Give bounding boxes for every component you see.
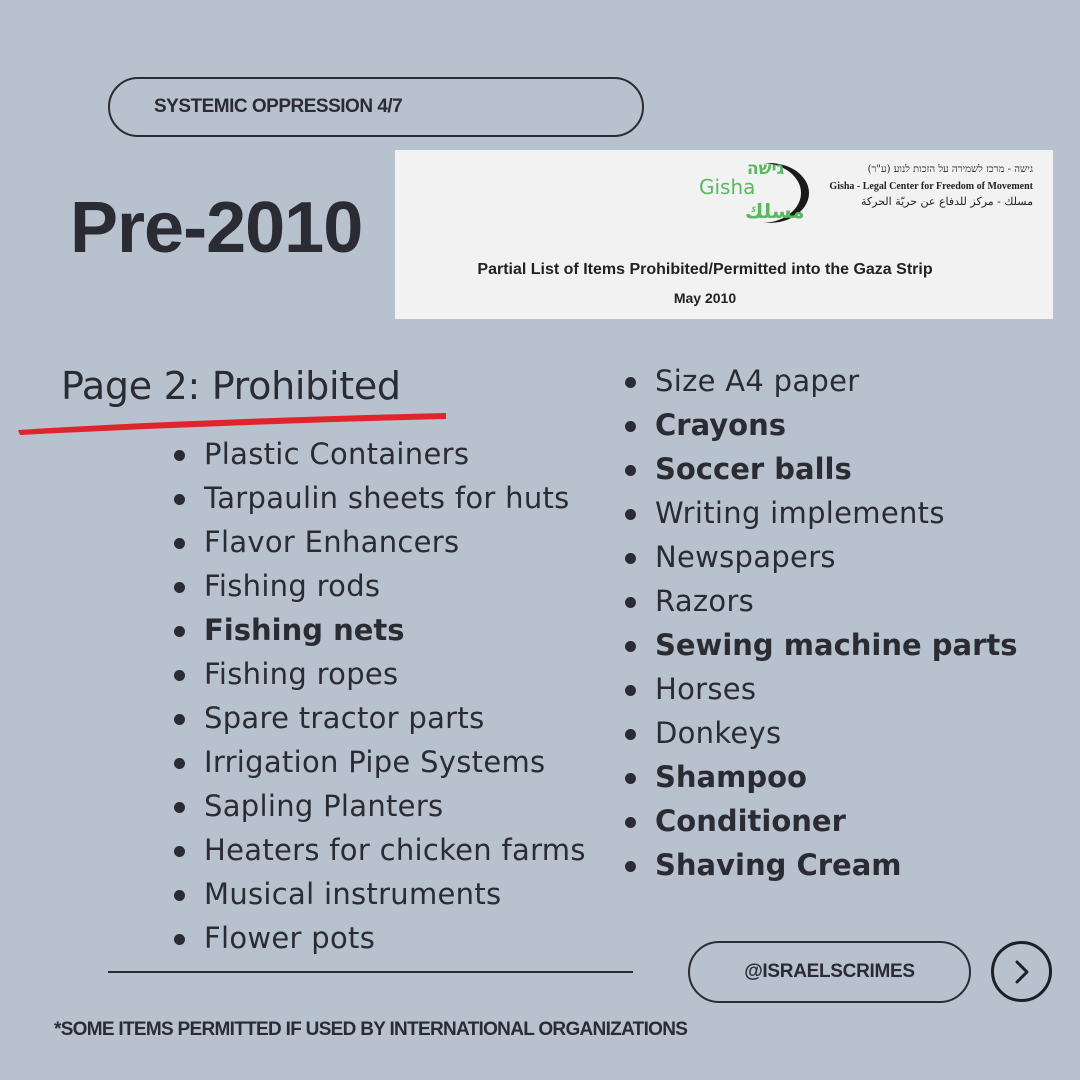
- list-item: Conditioner: [655, 799, 1018, 843]
- org-name-english: Gisha - Legal Center for Freedom of Movement: [829, 181, 1033, 192]
- chevron-right-icon: [1011, 959, 1033, 985]
- headline: Pre-2010: [70, 188, 363, 268]
- list-item: Fishing rods: [204, 564, 586, 608]
- list-item: Sewing machine parts: [655, 623, 1018, 667]
- next-button[interactable]: [991, 941, 1052, 1002]
- series-label: SYSTEMIC OPPRESSION 4/7: [154, 96, 403, 117]
- list-item: Musical instruments: [204, 872, 586, 916]
- logo-arabic: مسلك: [745, 199, 805, 223]
- prohibited-list-right: [655, 359, 1018, 887]
- list-item: Razors: [655, 579, 1018, 623]
- handle-button[interactable]: [688, 941, 971, 1003]
- section-heading: Page 2: Prohibited: [61, 364, 401, 408]
- logo-latin: Gisha: [699, 175, 756, 199]
- list-item: Writing implements: [655, 491, 1018, 535]
- list-item: Horses: [655, 667, 1018, 711]
- list-item: Sapling Planters: [204, 784, 586, 828]
- list-item: Tarpaulin sheets for huts: [204, 476, 586, 520]
- list-item: Newspapers: [655, 535, 1018, 579]
- list-item: Fishing ropes: [204, 652, 586, 696]
- document-title: Partial List of Items Prohibited/Permitted into the Gaza Strip: [477, 261, 933, 278]
- list-item: Crayons: [655, 403, 1018, 447]
- list-item: Irrigation Pipe Systems: [204, 740, 586, 784]
- logo-hebrew: גישה: [747, 159, 785, 179]
- list-item: Flower pots: [204, 916, 586, 960]
- list-item: Donkeys: [655, 711, 1018, 755]
- footnote: *SOME ITEMS PERMITTED IF USED BY INTERNATIONAL ORGANIZATIONS: [54, 1019, 688, 1040]
- org-name-arabic: مسلك - مركز للدفاع عن حريّة الحركة: [861, 195, 1033, 208]
- handle-label: @ISRAELSCRIMES: [744, 961, 915, 982]
- list-item: Spare tractor parts: [204, 696, 586, 740]
- prohibited-list-left: [204, 432, 586, 960]
- list-item: Heaters for chicken farms: [204, 828, 586, 872]
- list-item: Shaving Cream: [655, 843, 1018, 887]
- list-item: Flavor Enhancers: [204, 520, 586, 564]
- list-item: Plastic Containers: [204, 432, 586, 476]
- document-date: May 2010: [673, 290, 737, 306]
- divider: [108, 971, 633, 973]
- gisha-logo: [695, 158, 813, 228]
- series-label-pill: [108, 77, 644, 137]
- list-item: Soccer balls: [655, 447, 1018, 491]
- list-item: Size A4 paper: [655, 359, 1018, 403]
- list-item: Shampoo: [655, 755, 1018, 799]
- org-name-hebrew: גישה - מרכז לשמירה על הזכות לנוע (ע"ר): [867, 164, 1033, 175]
- document-excerpt: [395, 150, 1053, 319]
- list-item: Fishing nets: [204, 608, 586, 652]
